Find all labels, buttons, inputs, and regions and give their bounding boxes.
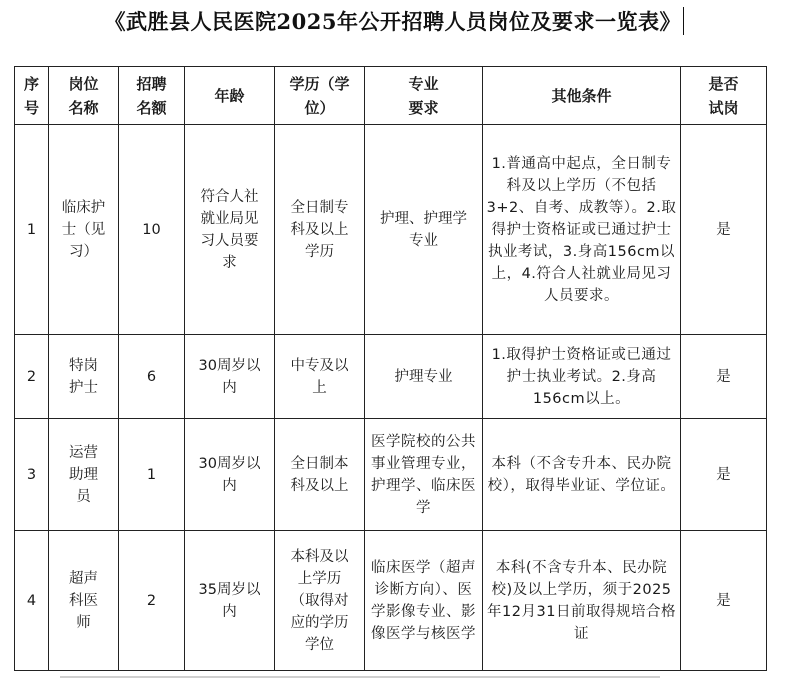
cell-position: 临床护士（见习） xyxy=(49,125,119,335)
cell-position: 特岗护士 xyxy=(49,335,119,419)
cell-seq: 4 xyxy=(15,531,49,671)
cell-age: 30周岁以内 xyxy=(185,335,275,419)
cell-position: 运营助理员 xyxy=(49,419,119,531)
header-age: 年龄 xyxy=(185,67,275,125)
table-row xyxy=(15,125,767,335)
recruitment-table xyxy=(14,66,767,671)
header-count: 招聘名额 xyxy=(119,67,185,125)
cell-age: 符合人社就业局见习人员要求 xyxy=(185,125,275,335)
cell-education: 全日制本科及以上 xyxy=(275,419,365,531)
cell-other: 1.取得护士资格证或已通过护士执业考试。2.身高156cm以上。 xyxy=(483,335,681,419)
cell-seq: 3 xyxy=(15,419,49,531)
cell-education: 中专及以上 xyxy=(275,335,365,419)
header-education: 学历（学位） xyxy=(275,67,365,125)
cell-major: 临床医学（超声诊断方向）、医学影像专业、影像医学与核医学 xyxy=(365,531,483,671)
cell-count: 2 xyxy=(119,531,185,671)
cell-seq: 1 xyxy=(15,125,49,335)
table-row xyxy=(15,531,767,671)
cell-count: 6 xyxy=(119,335,185,419)
cell-count: 1 xyxy=(119,419,185,531)
table-row xyxy=(15,335,767,419)
cell-count: 10 xyxy=(119,125,185,335)
text-cursor xyxy=(683,7,685,35)
header-trial: 是否试岗 xyxy=(681,67,767,125)
cell-trial: 是 xyxy=(681,125,767,335)
cell-age: 30周岁以内 xyxy=(185,419,275,531)
cell-education: 本科及以上学历（取得对应的学历学位 xyxy=(275,531,365,671)
cell-other: 本科（不含专升本、民办院校），取得毕业证、学位证。 xyxy=(483,419,681,531)
table-header-row xyxy=(15,67,767,125)
header-major: 专业要求 xyxy=(365,67,483,125)
cell-major: 护理专业 xyxy=(365,335,483,419)
cell-trial: 是 xyxy=(681,531,767,671)
header-position: 岗位名称 xyxy=(49,67,119,125)
cell-other: 本科(不含专升本、民办院校)及以上学历，须于2025年12月31日前取得规培合格证 xyxy=(483,531,681,671)
cell-other: 1.普通高中起点，全日制专科及以上学历（不包括3+2、自考、成教等）。2.取得护士资格证或已通过护士执业考试，3.身高156cm以上，4.符合人社就业局见习人员要求。 xyxy=(483,125,681,335)
cell-trial: 是 xyxy=(681,419,767,531)
cell-trial: 是 xyxy=(681,335,767,419)
cell-major: 护理、护理学专业 xyxy=(365,125,483,335)
header-other: 其他条件 xyxy=(483,67,681,125)
cell-major: 医学院校的公共事业管理专业，护理学、临床医学 xyxy=(365,419,483,531)
table-row xyxy=(15,419,767,531)
header-seq: 序号 xyxy=(15,67,49,125)
cell-position: 超声科医师 xyxy=(49,531,119,671)
page-title: 《武胜县人民医院2025年公开招聘人员岗位及要求一览表》 xyxy=(0,6,789,36)
cell-seq: 2 xyxy=(15,335,49,419)
cell-age: 35周岁以内 xyxy=(185,531,275,671)
page-bottom-divider xyxy=(60,676,660,678)
cell-education: 全日制专科及以上学历 xyxy=(275,125,365,335)
